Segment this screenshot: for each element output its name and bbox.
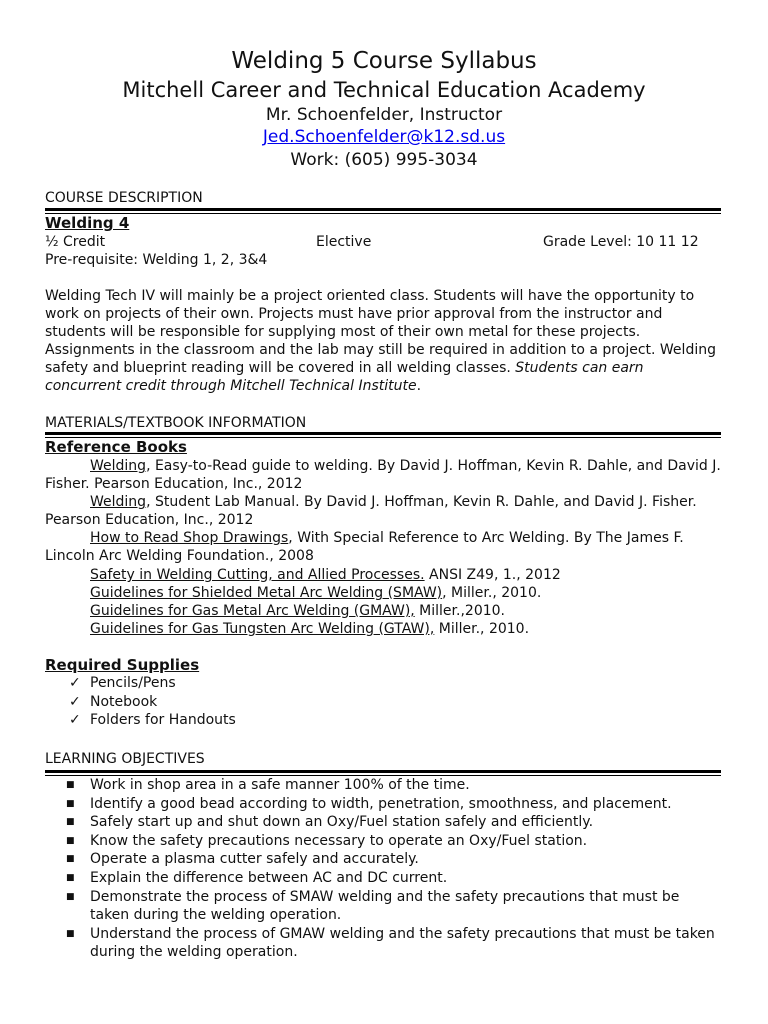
check-mark-icon: ✓ [69,675,81,691]
book-title: How to Read Shop Drawings [90,530,289,546]
concurrent-credit-note: Students can earn concurrent credit through Mitchell Technical Institute [45,360,644,394]
section-divider [45,432,721,435]
required-supplies-label: Required Supplies [45,656,200,674]
course-type: Elective [316,234,372,250]
prerequisite: Pre-requisite: Welding 1, 2, 3&4 [45,252,268,268]
check-mark-icon: ✓ [69,712,81,729]
square-bullet-icon: ■ [66,891,75,902]
objective-text: Work in shop area in a safe manner 100% of the time. [90,777,470,793]
description-text: Welding Tech IV will mainly be a project oriented class. Students will have the opportunity to work on projects of their own. Projects must have prior approval from the instructor and students will be responsible for supplying most of their own metal for these projects. Assignments in the classroom and the lab may still be required in addition to a project. Welding safety and blueprint reading will be covered in all welding classes. [45,288,716,376]
book-details: ANSI Z49, 1., 2012 [424,567,561,583]
square-bullet-icon: ■ [66,798,75,809]
email-link[interactable]: Jed.Schoenfelder@k12.sd.us [262,127,506,147]
section-heading-learning-objectives: LEARNING OBJECTIVES [45,751,205,767]
course-name [45,214,721,233]
phone-number: Work: (605) 995-3034 [290,150,478,170]
objective-text: Demonstrate the process of SMAW welding and the safety precautions that must be taken during the welding operation. [90,888,680,924]
book-title: Safety in Welding Cutting, and Allied Processes. [90,567,425,583]
supply-label: Folders for Handouts [90,712,236,729]
reference-book-item [45,602,721,620]
objective-text: Understand the process of GMAW welding and the safety precautions that must be taken during the welding operation. [90,925,715,961]
reference-books-heading [45,438,721,457]
list-item [45,832,721,851]
reference-book-item [45,493,721,529]
square-bullet-icon: ■ [66,835,75,846]
square-bullet-icon: ■ [66,780,75,790]
objective-text: Explain the difference between AC and DC current. [90,869,448,886]
list-item [45,813,721,832]
book-title: Welding [90,494,147,510]
book-details: Miller.,2010. [414,603,505,619]
required-supplies-heading [45,656,721,675]
course-name-label: Welding 4 [45,214,130,232]
list-item [45,925,721,962]
list-item [45,776,721,795]
book-title: Guidelines for Shielded Metal Arc Welding (SMAW) [90,585,443,601]
book-title: Guidelines for Gas Tungsten Arc Welding (GTAW), [90,621,435,637]
list-item [45,674,721,693]
objective-text: Identify a good bead according to width, penetration, smoothness, and placement. [90,795,672,812]
list-item [45,850,721,869]
list-item [45,795,721,814]
book-details: , Easy-to-Read guide to welding. By David J. Hoffman, Kevin R. Dahle, and David J. Fisher. Pearson Education, Inc., 2012 [45,458,721,492]
square-bullet-icon: ■ [66,854,75,865]
objectives-list [45,776,721,962]
section-heading-materials: MATERIALS/TEXTBOOK INFORMATION [45,415,307,431]
square-bullet-icon: ■ [66,928,75,939]
section-divider [45,208,721,211]
reference-book-item [45,529,721,565]
course-info-row [45,233,721,251]
objective-text: Safely start up and shut down an Oxy/Fuel station safely and efficiently. [90,814,594,831]
supply-label: Pencils/Pens [90,675,176,691]
school-name: Mitchell Career and Technical Education Academy [122,78,646,102]
instructor-name: Mr. Schoenfelder, Instructor [265,105,503,125]
reference-books-label: Reference Books [45,438,187,456]
reference-book-item [45,620,721,638]
list-item [45,869,721,888]
square-bullet-icon: ■ [66,872,75,883]
objective-text: Operate a plasma cutter safely and accurately. [90,851,419,868]
supply-label: Notebook [90,693,158,710]
credit-value: ½ Credit [45,234,106,250]
description-end: . [416,378,422,394]
course-description-paragraph [45,287,721,395]
page-title: Welding 5 Course Syllabus [231,48,537,74]
email-row [0,126,768,148]
reference-book-item [45,566,721,584]
reference-book-item [45,584,721,602]
book-title: Guidelines for Gas Metal Arc Welding (GMAW), [90,603,415,619]
supplies-list [45,674,721,730]
book-details: , Miller., 2010. [442,585,542,601]
check-mark-icon: ✓ [69,693,81,710]
list-item [45,888,721,925]
grade-level: Grade Level: 10 11 12 [543,234,699,250]
reference-book-item [45,457,721,493]
objective-text: Know the safety precautions necessary to operate an Oxy/Fuel station. [90,832,588,849]
list-item [45,693,721,712]
book-details: , Student Lab Manual. By David J. Hoffman, Kevin R. Dahle, and David J. Fisher. Pearson Education, Inc., 2012 [45,494,697,528]
book-details: , With Special Reference to Arc Welding. By The James F. Lincoln Arc Welding Foundation., 2008 [45,530,684,564]
section-heading-course-description: COURSE DESCRIPTION [45,190,203,206]
square-bullet-icon: ■ [66,817,75,828]
book-title: Welding [90,458,147,474]
section-divider [45,770,721,773]
book-details: Miller., 2010. [434,621,530,637]
list-item [45,711,721,730]
